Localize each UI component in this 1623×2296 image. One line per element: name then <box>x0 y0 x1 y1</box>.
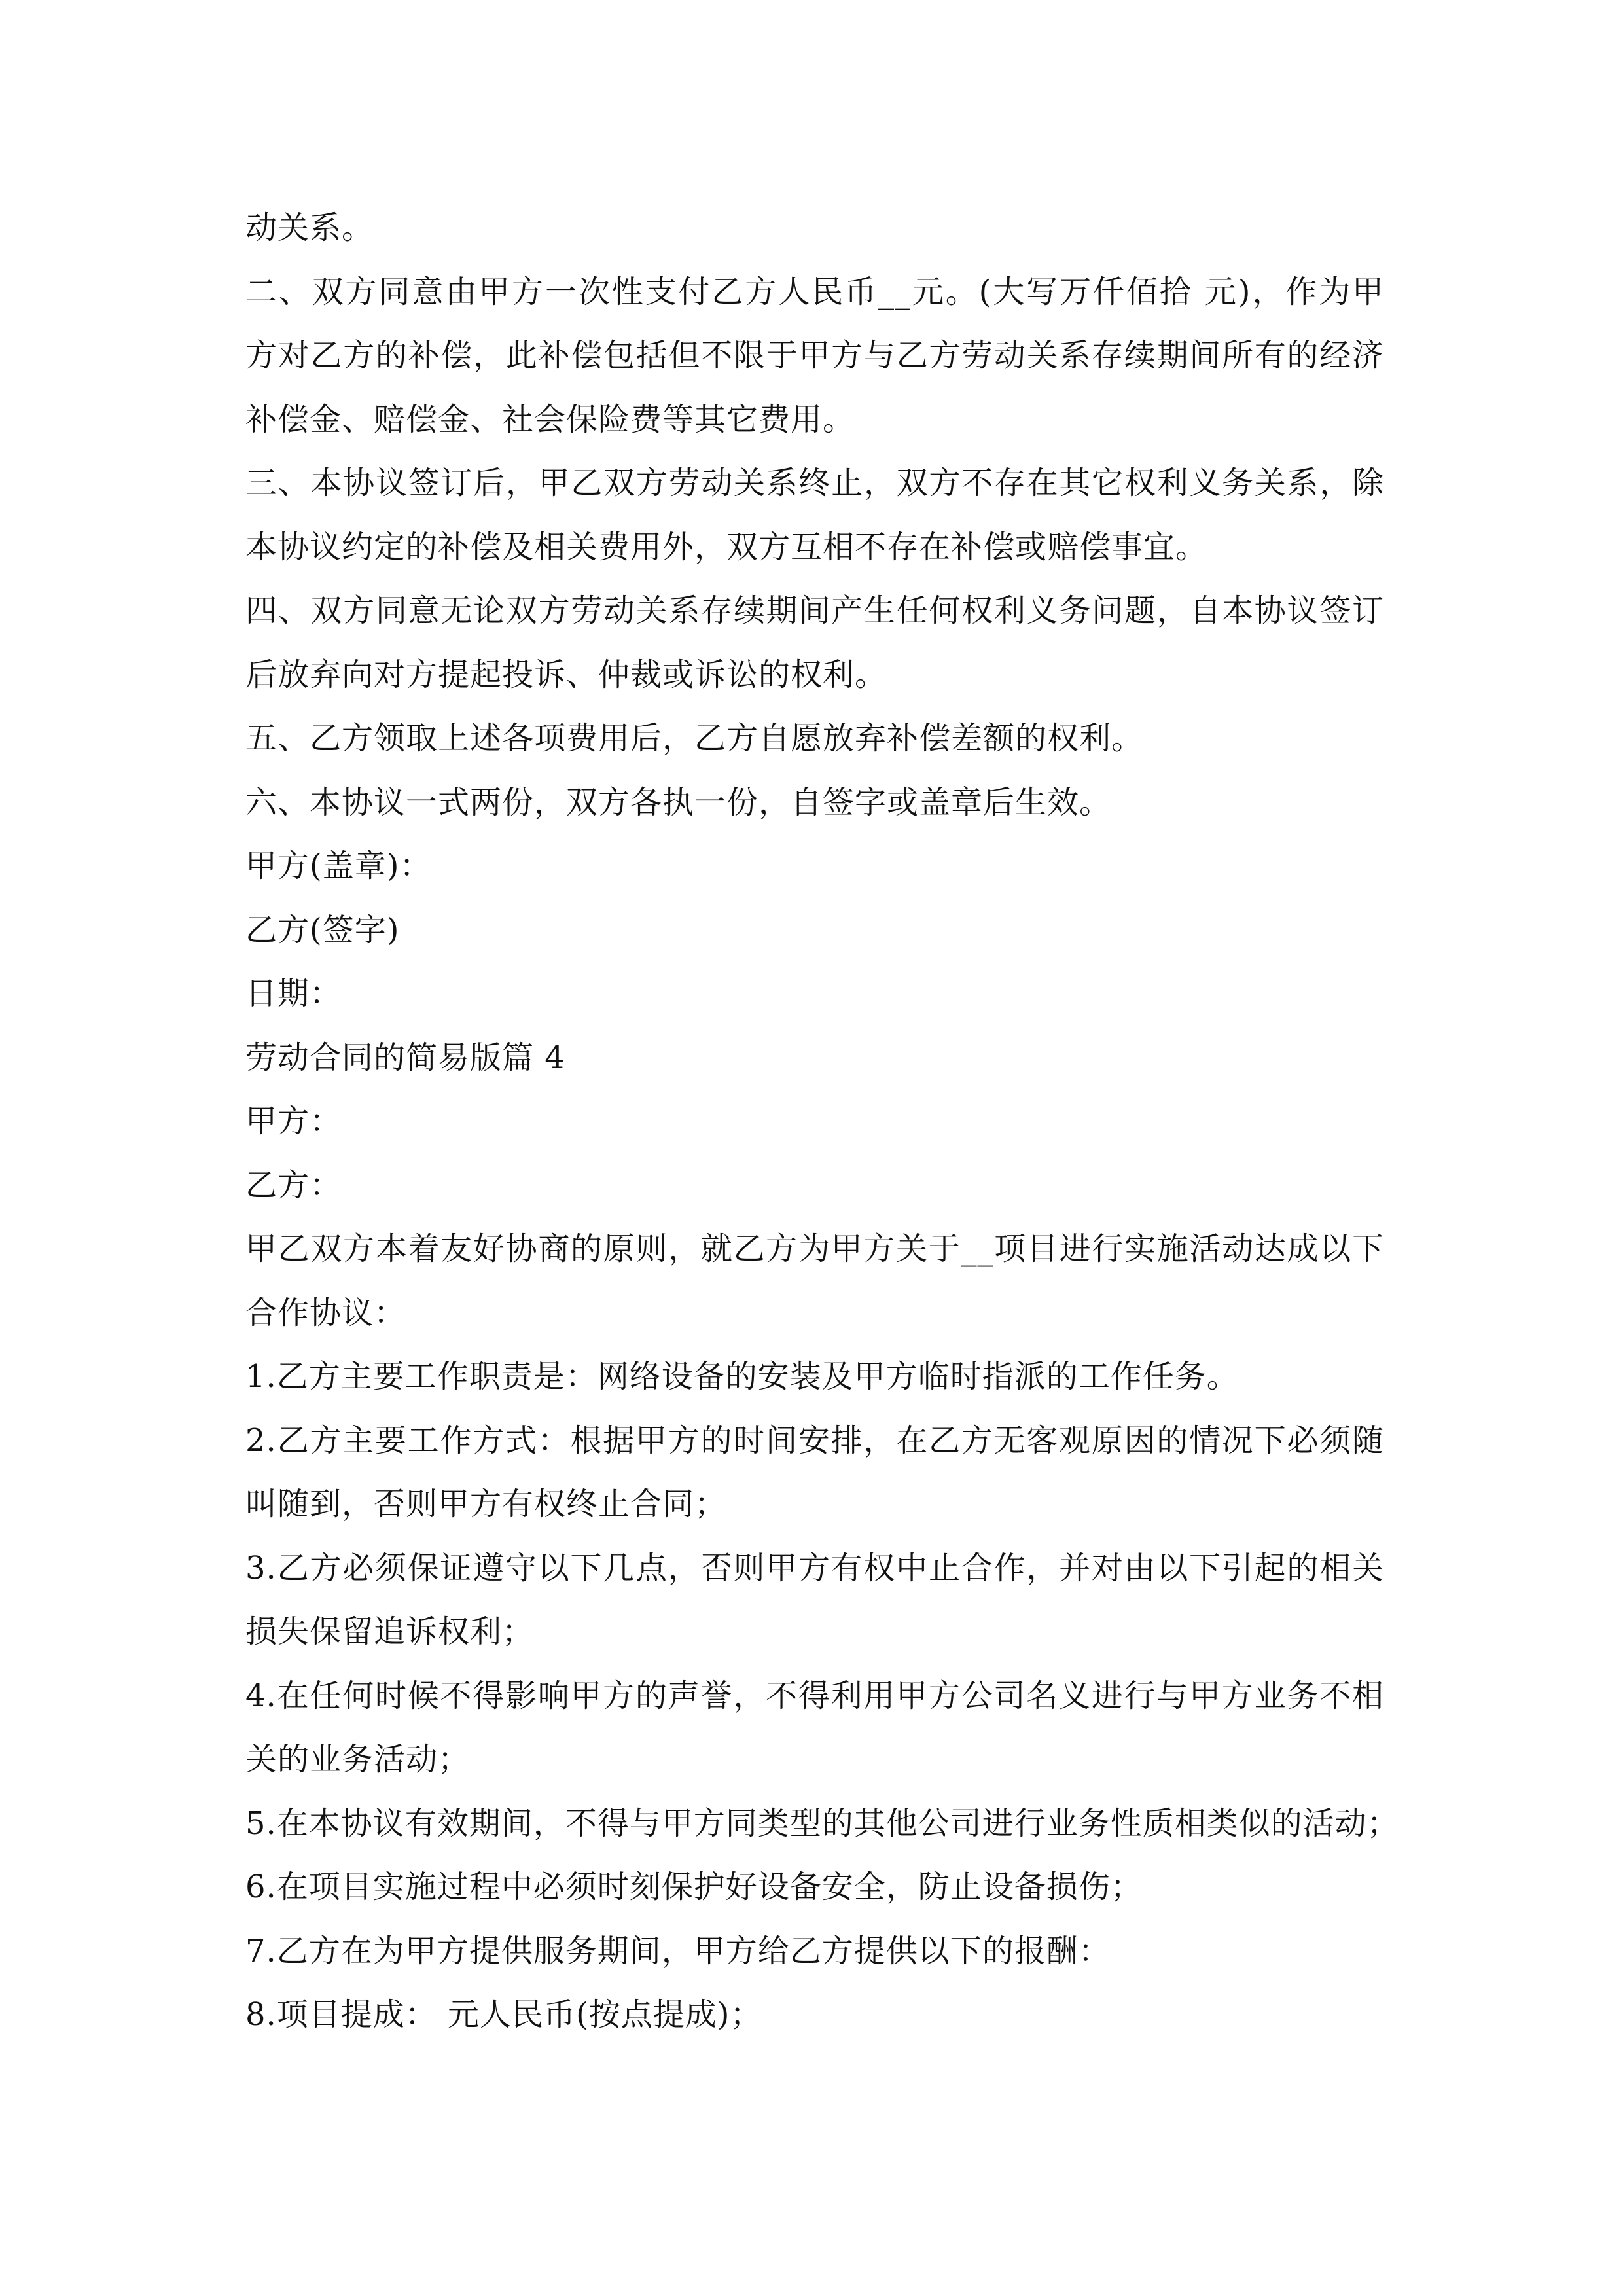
text-line-wrapper <box>245 707 1384 771</box>
text-line-wrapper <box>245 1856 1384 1920</box>
text-line: 2.乙方主要工作方式：根据甲方的时间安排，在乙方无客观原因的情况下必须随 <box>245 1422 1384 1459</box>
text-line: 关的业务活动； <box>245 1741 471 1778</box>
text-line: 叫随到，否则甲方有权终止合同； <box>245 1486 727 1522</box>
text-line: 合作协议： <box>245 1294 406 1331</box>
text-line: 补偿金、赔偿金、社会保险费等其它费用。 <box>245 401 855 438</box>
text-line-wrapper <box>245 1282 1384 1346</box>
text-line: 1.乙方主要工作职责是：网络设备的安装及甲方临时指派的工作任务。 <box>245 1358 1239 1395</box>
text-line-wrapper <box>245 771 1384 835</box>
text-line: 四、双方同意无论双方劳动关系存续期间产生任何权利义务问题，自本协议签订 <box>245 592 1384 629</box>
text-line-wrapper <box>245 452 1384 516</box>
text-line-wrapper <box>245 1345 1384 1409</box>
text-line: 方对乙方的补偿，此补偿包括但不限于甲方与乙方劳动关系存续期间所有的经济 <box>245 337 1384 374</box>
text-line: 6.在项目实施过程中必须时刻保护好设备安全，防止设备损伤； <box>245 1869 1143 1905</box>
text-line: 动关系。 <box>245 209 374 246</box>
text-line-wrapper <box>245 1409 1384 1473</box>
text-line: 损失保留追诉权利； <box>245 1613 535 1650</box>
text-line-wrapper <box>245 516 1384 580</box>
text-line: 7.乙方在为甲方提供服务期间，甲方给乙方提供以下的报酬： <box>245 1932 1111 1969</box>
text-line: 五、乙方领取上述各项费用后，乙方自愿放弃补偿差额的权利。 <box>245 720 1144 757</box>
text-line-wrapper <box>245 834 1384 899</box>
text-line-wrapper <box>245 196 1384 260</box>
text-line-wrapper <box>245 1728 1384 1792</box>
text-line-wrapper <box>245 1026 1384 1090</box>
text-line-wrapper <box>245 1920 1384 1984</box>
text-line: 六、本协议一式两份，双方各执一份，自签字或盖章后生效。 <box>245 783 1112 821</box>
text-line-wrapper <box>245 1792 1399 1856</box>
text-line-wrapper <box>245 260 1384 325</box>
text-line-wrapper <box>245 1154 1384 1218</box>
text-line-wrapper <box>245 1537 1384 1601</box>
text-line-wrapper <box>245 962 1384 1026</box>
text-line-wrapper <box>245 1217 1384 1282</box>
document-body <box>245 196 1399 2047</box>
text-line: 乙方： <box>245 1166 342 1204</box>
text-line-wrapper <box>245 324 1384 388</box>
text-line: 5.在本协议有效期间，不得与甲方同类型的其他公司进行业务性质相类似的活动； <box>245 1804 1399 1842</box>
text-line: 三、本协议签订后，甲乙双方劳动关系终止，双方不存在其它权利义务关系，除 <box>245 465 1384 501</box>
text-line: 二、双方同意由甲方一次性支付乙方人民币__元。(大写万仟佰拾 元)，作为甲 <box>245 273 1384 310</box>
text-line-wrapper <box>245 899 1384 963</box>
text-line: 本协议约定的补偿及相关费用外，双方互相不存在补偿或赔偿事宜。 <box>245 528 1208 565</box>
text-line-wrapper <box>245 388 1384 452</box>
text-line-wrapper <box>245 643 1384 708</box>
text-line: 甲乙双方本着友好协商的原则，就乙方为甲方关于__项目进行实施活动达成以下 <box>245 1230 1384 1267</box>
text-line: 乙方(签字) <box>245 911 400 948</box>
text-line: 后放弃向对方提起投诉、仲裁或诉讼的权利。 <box>245 656 887 693</box>
text-line-wrapper <box>245 1664 1384 1729</box>
text-line: 4.在任何时候不得影响甲方的声誉，不得利用甲方公司名义进行与甲方业务不相 <box>245 1677 1384 1714</box>
text-line: 日期： <box>245 975 342 1012</box>
text-line: 8.项目提成： 元人民币(按点提成)； <box>245 1996 762 2033</box>
text-line-wrapper <box>245 1090 1384 1154</box>
text-line: 甲方： <box>245 1103 342 1139</box>
text-line: 甲方(盖章)： <box>245 848 432 884</box>
text-line-wrapper <box>245 1473 1384 1537</box>
text-line-wrapper <box>245 1600 1384 1664</box>
text-line-wrapper <box>245 579 1384 643</box>
text-line: 劳动合同的简易版篇 4 <box>245 1039 565 1076</box>
text-line-wrapper <box>245 1983 1384 2047</box>
text-line: 3.乙方必须保证遵守以下几点，否则甲方有权中止合作，并对由以下引起的相关 <box>245 1549 1384 1587</box>
